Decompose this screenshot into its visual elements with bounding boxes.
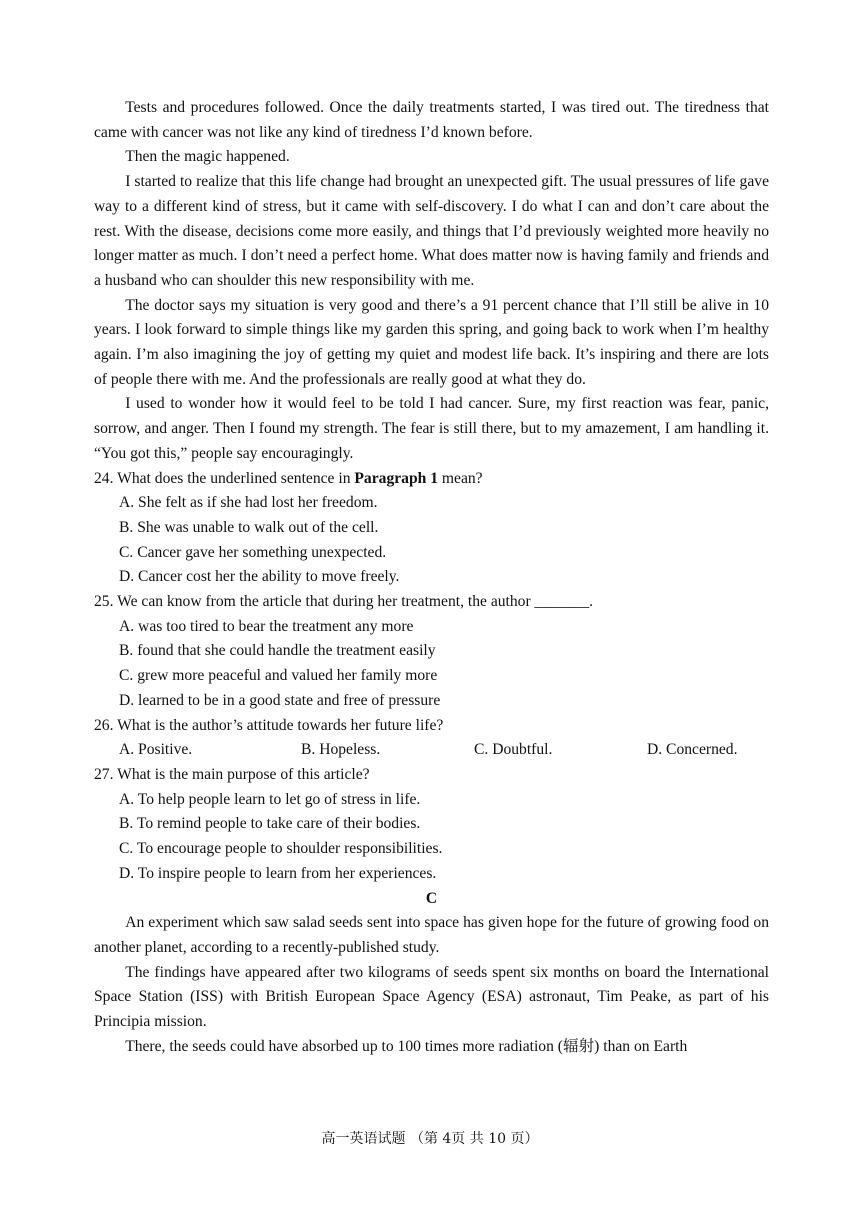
question-27-option-c: C. To encourage people to shoulder responsibilities. — [119, 840, 443, 858]
question-27-option-d: D. To inspire people to learn from her experiences. — [119, 864, 437, 882]
passage-b-paragraph: Then the magic happened. — [125, 148, 290, 166]
passage-c-paragraph: An experiment which saw salad seeds sent into space has given hope for the future of growing food on another planet, according to a recently-published study. — [94, 914, 769, 956]
question-24-option-a: A. She felt as if she had lost her freedom. — [119, 494, 378, 512]
question-24-prefix: 24. What does the underlined sentence in — [94, 469, 355, 487]
question-24-option-c: C. Cancer gave her something unexpected. — [119, 543, 387, 561]
question-27-stem: 27. What is the main purpose of this article? — [94, 765, 370, 783]
question-24-option-b: B. She was unable to walk out of the cell. — [119, 518, 379, 536]
question-25-option-c: C. grew more peaceful and valued her family more — [119, 667, 438, 685]
passage-c-heading: C — [425, 889, 438, 907]
passage-b-paragraph: I used to wonder how it would feel to be told I had cancer. Sure, my first reaction was fear, panic, sorrow, and anger. Then I found my strength. The fear is still there, but to my amazement, I am handling it. “You got this,” people say encouragingly. — [94, 395, 769, 462]
question-27-option-a: A. To help people learn to let go of stress in life. — [119, 790, 421, 808]
question-26-stem: 26. What is the author’s attitude towards her future life? — [94, 716, 444, 734]
question-24-stem — [94, 467, 769, 492]
page-footer: 高一英语试题 （第 4页 共 10 页） — [321, 1131, 539, 1147]
question-26-option-a: A. Positive. — [119, 741, 193, 759]
passage-c-paragraph: The findings have appeared after two kilograms of seeds spent six months on board the International Space Station (ISS) with British European Space Agency (ESA) astronaut, Tim Peake, as part of his Principia mission. — [94, 963, 769, 1031]
question-24-suffix: mean? — [438, 469, 483, 487]
passage-b-paragraph: Tests and procedures followed. Once the daily treatments started, I was tired out. The tiredness that came with cancer was not like any kind of tiredness I’d known before. — [94, 99, 769, 141]
question-24-option-d: D. Cancer cost her the ability to move freely. — [119, 568, 400, 586]
question-26-option-c: C. Doubtful. — [474, 741, 553, 759]
question-26-option-b: B. Hopeless. — [301, 741, 381, 759]
passage-b-paragraph: The doctor says my situation is very good and there’s a 91 percent chance that I’ll still be alive in 10 years. I look forward to simple things like my garden this spring, and going back to work when I’m healthy again. I’m also imagining the joy of getting my quiet and modest life back. It’s inspiring and there are lots of people there with me. And the professionals are really good at what they do. — [94, 296, 769, 388]
question-26-option-d: D. Concerned. — [647, 741, 738, 759]
question-26-options — [119, 738, 769, 763]
question-25-option-a: A. was too tired to bear the treatment any more — [119, 617, 414, 635]
question-25-option-b: B. found that she could handle the treatment easily — [119, 642, 436, 660]
passage-b-paragraph: I started to realize that this life change had brought an unexpected gift. The usual pressures of life gave way to a different kind of stress, but it came with self-discovery. I do what I can and don’t care about the rest. With the disease, decisions come more easily, and things that I’d previously weighted more heavily no longer matter as much. I don’t need a perfect home. What does matter now is having family and friends and a husband who can shoulder this new responsibility with me. — [94, 173, 769, 289]
question-27-option-b: B. To remind people to take care of their bodies. — [119, 815, 421, 833]
question-25-option-d: D. learned to be in a good state and free of pressure — [119, 691, 441, 709]
passage-c-paragraph: There, the seeds could have absorbed up to 100 times more radiation (辐射) than on Earth — [125, 1037, 688, 1055]
question-24-bold: Paragraph 1 — [354, 469, 439, 487]
exam-page — [94, 96, 769, 1059]
question-25-stem: 25. We can know from the article that during her treatment, the author _______. — [94, 593, 594, 611]
